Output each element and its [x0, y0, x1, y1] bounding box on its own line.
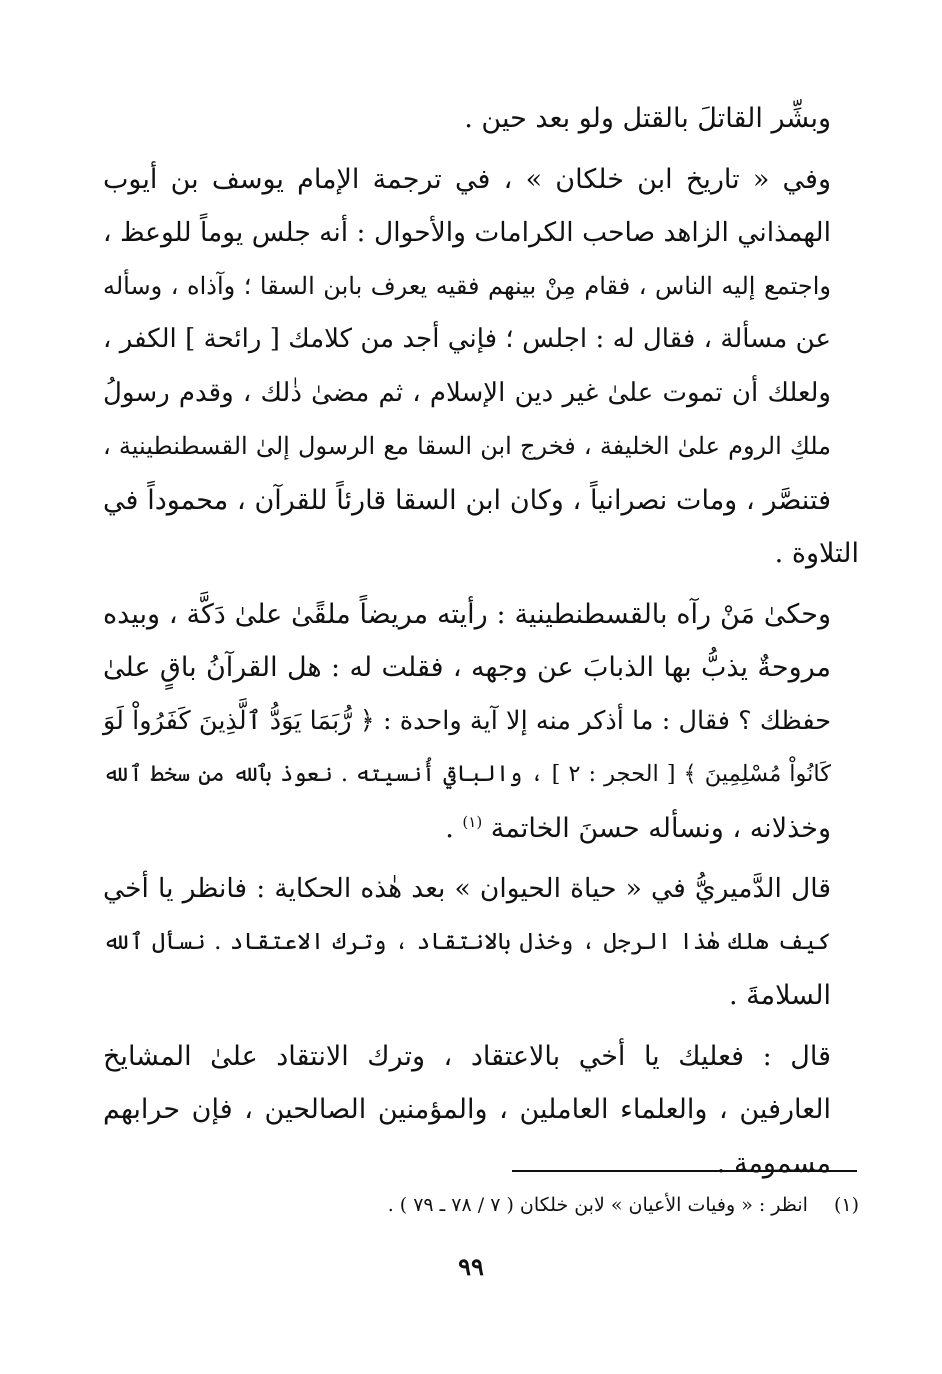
text-line: كَانُواْ مُسْلِمِينَ ﴾ [ الحجر : ٢ ] ، والباقي أُنسيته . نعوذ بٱلله من سخط ٱلله — [103, 761, 831, 787]
paragraph-3 — [103, 588, 859, 856]
main-text — [103, 92, 859, 1190]
text-line: الهمذاني الزاهد صاحب الكرامات والأحوال : أنه جلس يوماً للوعظ ، — [103, 217, 831, 248]
text-line: مروحةٌ يذبُّ بها الذبابَ عن وجهه ، فقلت له : هل القرآنُ باقٍ علىٰ — [103, 652, 831, 683]
text-line: وبشِّر القاتلَ بالقتل ولو بعد حين . — [464, 103, 831, 134]
footnote — [159, 1190, 859, 1220]
text-line: فتنصَّر ، ومات نصرانياً ، وكان ابن السقا قارئاً للقرآن ، محموداً في — [103, 484, 831, 516]
text-line: عن مسألة ، فقال له : اجلس ؛ فإني أجد من كلامك [ رائحة ] الكفر ، — [103, 324, 831, 354]
text-line: قال : فعليك يا أخي بالاعتقاد ، وترك الانتقاد علىٰ المشايخ — [103, 1040, 831, 1072]
text-line: كيف هلك هٰذا الرجل ، وخذل بالانتقاد ، وترك الاعتقاد . نسأل ٱلله — [103, 928, 831, 955]
paragraph-4 — [103, 862, 859, 1023]
text-segment: وخذلانه ، ونسأله حسنَ الخاتمة — [490, 812, 831, 844]
footnote-marker: (١) — [462, 812, 483, 831]
paragraph-2 — [103, 153, 859, 581]
text-line: وحكىٰ مَنْ رآه بالقسطنطينية : رأيته مريضاً ملقًىٰ علىٰ دَكَّة ، وبيده — [103, 598, 831, 630]
paragraph-1 — [103, 92, 859, 146]
text-line: العارفين ، والعلماء العاملين ، والمؤمنين الصالحين ، فإن حرابهم — [103, 1094, 831, 1125]
page-number: ٩٩ — [458, 1252, 484, 1281]
text-segment: . — [445, 812, 463, 844]
text-line: واجتمع إليه الناس ، فقام مِنْ بينهم فقيه يعرف بابن السقا ؛ وآذاه ، وسأله — [103, 271, 831, 300]
footnote-text: انظر : « وفيات الأعيان » لابن خلكان ( ٧ / ٧٨ ـ ٧٩ ) . — [387, 1194, 808, 1216]
text-line: قال الدَّميريُّ في « حياة الحيوان » بعد هٰذه الحكاية : فانظر يا أخي — [103, 873, 831, 904]
paragraph-5 — [103, 1030, 859, 1191]
text-line: ملكِ الروم علىٰ الخليفة ، فخرج ابن السقا مع الرسول إلىٰ القسطنطينية ، — [103, 432, 831, 460]
text-line: حفظك ؟ فقال : ما أذكر منه إلا آية واحدة : ﴿ رُّبَمَا يَوَدُّ ٱلَّذِينَ كَفَرُواْ لَوَ — [103, 705, 831, 736]
footnote-number: (١) — [833, 1194, 859, 1216]
text-line: ولعلك أن تموت علىٰ غير دين الإسلام ، ثم مضىٰ ذٰلك ، وقدم رسولُ — [103, 377, 831, 408]
text-line: السلامةَ . — [728, 980, 831, 1011]
text-line: التلاوة . — [774, 538, 859, 569]
text-line — [103, 802, 859, 856]
text-line: مسمومة . — [716, 1147, 831, 1179]
footnote-separator — [512, 1170, 857, 1172]
text-line: وفي « تاريخ ابن خلكان » ، في ترجمة الإمام يوسف بن أيوب — [103, 163, 831, 195]
